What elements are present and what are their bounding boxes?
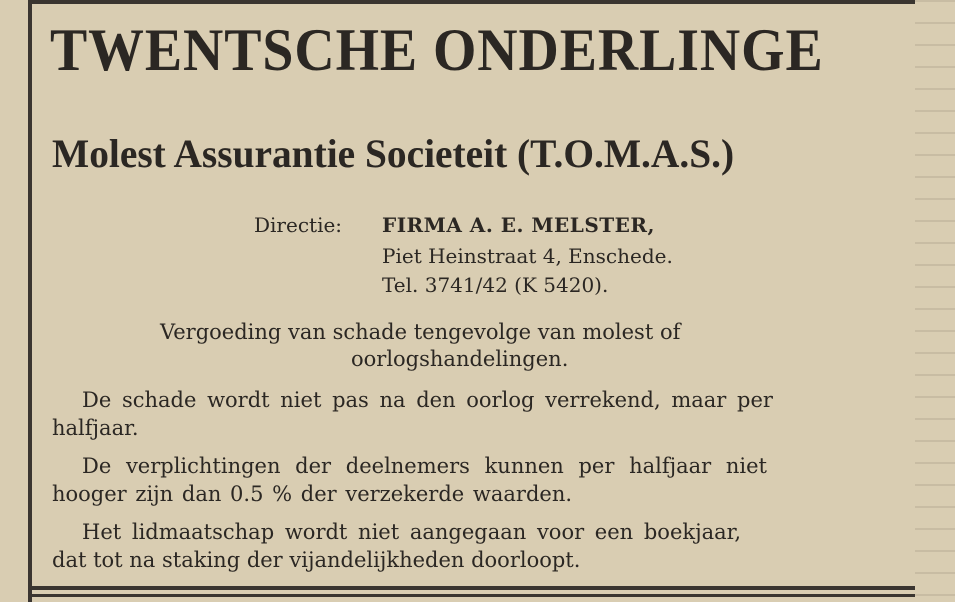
paragraph-line: oorlogshandelingen. xyxy=(351,347,569,371)
bottom-border-rule xyxy=(28,586,915,590)
paragraph-line: Vergoeding van schade tengevolge van molest of xyxy=(160,320,681,344)
paragraph-line: dat tot na staking der vijandelijkheden doorloopt. xyxy=(52,548,581,572)
paragraph-line: halfjaar. xyxy=(52,416,139,440)
left-border-rule xyxy=(28,0,32,602)
firm-telephone: Tel. 3741/42 (K 5420). xyxy=(382,273,609,297)
bottom-border-rule-double xyxy=(28,594,915,597)
firm-name: FIRMA A. E. MELSTER, xyxy=(382,213,656,237)
firm-address: Piet Heinstraat 4, Enschede. xyxy=(382,244,673,268)
paragraph-line: De verplichtingen der deelnemers kunnen per halfjaar niet xyxy=(82,454,767,478)
paragraph-line: hooger zijn dan 0.5 % der verzekerde waarden. xyxy=(52,482,573,506)
advertisement-subtitle: Molest Assurantie Societeit (T.O.M.A.S.) xyxy=(52,131,735,176)
paragraph-line: De schade wordt niet pas na den oorlog verrekend, maar per xyxy=(82,388,773,412)
advertisement-title: TWENTSCHE ONDERLINGE xyxy=(50,17,824,83)
bleed-through-texture xyxy=(915,0,955,602)
paragraph-line: Het lidmaatschap wordt niet aangegaan voor een boekjaar, xyxy=(82,520,742,544)
directie-label: Directie: xyxy=(254,213,343,237)
top-border-rule xyxy=(28,0,915,4)
